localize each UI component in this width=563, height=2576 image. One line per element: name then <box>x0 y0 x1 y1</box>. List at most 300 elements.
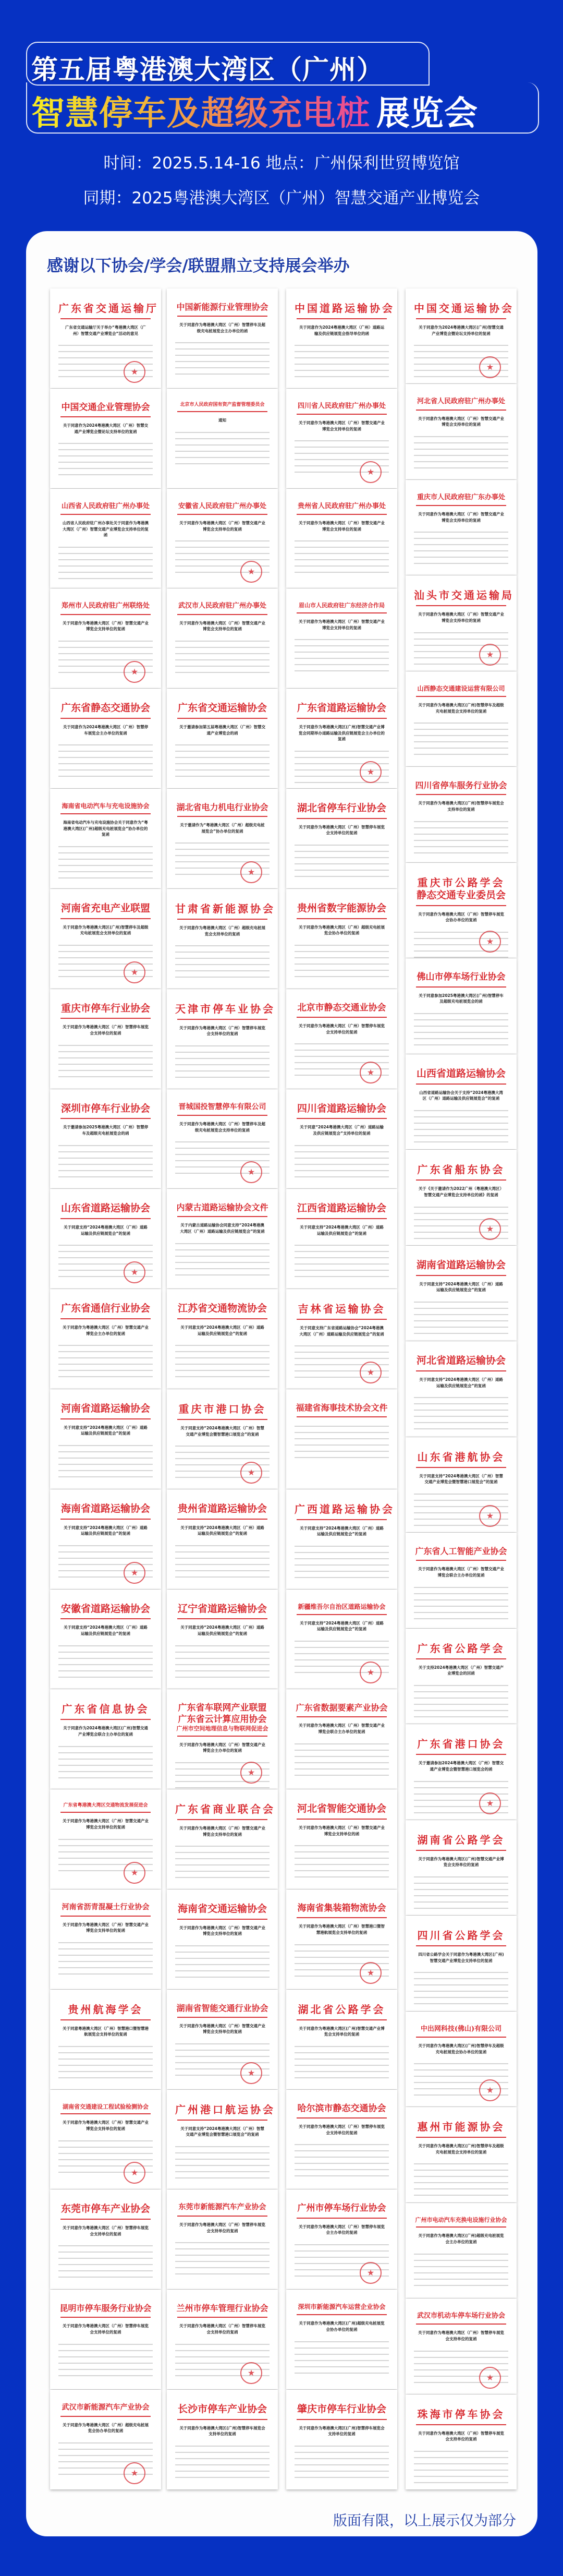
support-letter[interactable] <box>167 689 278 788</box>
support-letter[interactable] <box>406 575 517 670</box>
letter-subject: 关于同意作为粤港澳大湾区（广州）智慧交通产业博览会支持单位的函 <box>299 1825 385 1836</box>
letter-body-text <box>414 1394 508 1430</box>
support-letter[interactable] <box>167 389 278 488</box>
letter-subject: 关于同意作为2024粤港澳大湾区（广州）智慧停车展览会主办单位的复函 <box>63 725 149 736</box>
letterhead-rule <box>60 514 151 515</box>
letterhead-rule <box>177 1618 267 1619</box>
letter-issuer: 广州市停车场行业协会 <box>297 2203 386 2214</box>
letter-subject: 关于同意作为粤港澳大湾区（广州）智慧交通产业博览会支持单位的复函 <box>299 619 385 630</box>
letter-body-text <box>175 429 270 465</box>
support-letter[interactable] <box>50 1789 161 1889</box>
letter-issuer: 广东省车联网产业联盟 <box>178 1703 267 1714</box>
support-letter[interactable] <box>50 2290 161 2389</box>
letter-issuer: 四川省停车服务行业协会 <box>415 780 507 791</box>
letterhead-rule <box>297 2314 387 2315</box>
letter-body-text <box>175 1542 270 1579</box>
letter-body-text <box>295 2043 389 2079</box>
support-letter[interactable] <box>167 2189 278 2289</box>
support-letter[interactable] <box>50 789 161 888</box>
letterhead-rule <box>416 1945 506 1946</box>
letter-body-text <box>295 1242 389 1278</box>
letter-subject: 关于同意作为粤港澳大湾区(广州)智慧交通产业博览会支持单位的复函 <box>418 1856 504 1868</box>
letter-issuer: 重庆市停车行业协会 <box>60 1002 150 1014</box>
letter-subject: 关于同意作为2024粤港澳大湾区(广州)智慧交通产业博览会联合主办单位的复函 <box>63 1726 148 1737</box>
letter-body-text <box>414 2160 508 2197</box>
red-star-seal-icon: ★ <box>240 1462 262 1484</box>
letter-issuer: 湖南省公路学会 <box>417 1833 505 1846</box>
letterhead-rule <box>60 1519 151 1520</box>
support-letter[interactable] <box>406 1437 517 1532</box>
letter-subject: 关于同意作为粤港澳大湾区(广州)智慧停车及超级充电桩展览会支持单位的复函 <box>418 2144 504 2154</box>
red-star-seal-icon: ★ <box>479 2079 501 2101</box>
letter-subject: 关于同意作为粤港澳大湾区(广州)智慧停车及超级充电桩展览会支持单位的复函 <box>418 702 504 714</box>
letterhead-rule <box>416 2324 506 2325</box>
support-letter[interactable] <box>50 1489 161 1589</box>
letterhead-rule <box>177 1019 267 1020</box>
support-letter[interactable] <box>50 1189 161 1289</box>
support-letter[interactable] <box>167 1489 278 1589</box>
letter-subject: 关于同意参加2025粤港澳大湾区(广州)智慧停车及超级充电桩展览会的函 <box>419 993 504 1004</box>
letterhead-rule <box>416 1084 506 1085</box>
letter-body-text <box>295 537 389 574</box>
support-letter[interactable] <box>50 1889 161 1989</box>
letter-subject: 关于同意作为粤港澳大湾区(广州)超级充电桩展览会协办单位的复函 <box>299 2321 385 2332</box>
support-letter[interactable] <box>50 1689 161 1789</box>
event-title-line2 <box>31 87 478 135</box>
support-letter[interactable] <box>286 2090 397 2189</box>
letterhead-rule <box>177 1736 267 1737</box>
support-letter[interactable] <box>406 958 517 1053</box>
letter-issuer: 河北省道路运输协会 <box>416 1355 506 1367</box>
letterhead-rule <box>416 1850 506 1851</box>
support-letter[interactable] <box>406 288 517 383</box>
red-star-seal-icon: ★ <box>240 1161 262 1183</box>
support-letter[interactable] <box>286 1389 397 1489</box>
event-title-suffix: 展览会 <box>376 94 478 133</box>
letter-issuer: 北京市静态交通业协会 <box>297 1002 386 1013</box>
support-letter[interactable] <box>50 2189 161 2289</box>
letters-column <box>286 288 397 2490</box>
letterhead-rule <box>297 1218 387 1219</box>
letter-body-text <box>175 942 270 979</box>
letter-body-text <box>175 2239 270 2276</box>
letterhead-rule <box>416 605 506 606</box>
letter-issuer: 湖北省停车行业协会 <box>297 802 386 814</box>
support-letter[interactable] <box>406 671 517 766</box>
letter-subject: 关于同意作为粤港澳大湾区（广州）智慧停车展览会支持单位的复函 <box>299 1023 385 1034</box>
letter-subject: 关于同意作为粤港澳大湾区（广州）超级充电桩展览会协办单位的复函 <box>299 924 385 936</box>
letterhead-rule <box>60 318 151 319</box>
letter-subject: 关于同意作为粤港澳大湾区（广州）智慧交通产业博览会支持单位的复函 <box>299 420 385 431</box>
letter-body-text <box>175 1642 270 1679</box>
support-letter[interactable] <box>50 1289 161 1389</box>
letter-body-text <box>414 433 508 470</box>
letter-issuer: 湖南省交通建设工程试验检测协会 <box>63 2103 149 2110</box>
support-letter[interactable] <box>286 389 397 488</box>
letter-subject: 关于同意作为2024粤港澳大湾区（广州）道路运输及供应链展览会指导单位的函 <box>299 325 385 336</box>
letterhead-rule <box>297 1017 387 1018</box>
letterhead-rule <box>60 1418 151 1419</box>
letter-issuer: 武汉市新能源汽车产业协会 <box>62 2403 150 2412</box>
letter-subject: 关于同意支持“2024粤港澳大湾区（广州）道路运输及供应链展览会”的复函 <box>419 1377 503 1388</box>
letter-subject: 关于同意支持“2024粤港澳大湾区（广州）道路运输及供应链展览会”的复函 <box>64 1625 148 1636</box>
support-letter[interactable] <box>167 989 278 1089</box>
letter-subject: 关于同意支持“2024粤港澳大湾区（广州）道路运输及供应链展览会”的复函 <box>300 1225 384 1236</box>
support-letter[interactable] <box>50 1389 161 1489</box>
letter-subject: 山西省道路运输协会关于支持“2024粤港澳大湾区（广州）道路运输及供应链展览会”的复函 <box>419 1090 503 1101</box>
support-letter[interactable] <box>167 1889 278 1989</box>
letter-issuer: 江西省道路运输协会 <box>297 1202 386 1214</box>
support-letter[interactable] <box>50 989 161 1089</box>
letter-issuer: 新疆维吾尔自治区道路运输协会 <box>298 1603 386 1610</box>
letter-subject: 关于同意作为粤港澳大湾区（广州）智慧交通产业博览会支持单位的复函 <box>179 520 265 532</box>
support-letter[interactable] <box>167 1389 278 1489</box>
support-letter[interactable] <box>406 767 517 862</box>
support-letter[interactable] <box>406 384 517 479</box>
support-letter[interactable] <box>286 1889 397 1989</box>
letter-body-text <box>58 1342 153 1378</box>
support-letter[interactable] <box>50 1990 161 2089</box>
letter-body-text <box>58 741 153 778</box>
letter-issuer: 甘肃省新能源协会 <box>175 902 275 915</box>
letter-subject: 关于同意支持“2024粤港澳大湾区（广州）智慧交通产业博览会暨智慧港口展览会”的复函 <box>180 2126 264 2137</box>
support-letter[interactable] <box>167 288 278 388</box>
letterhead-rule <box>297 514 387 515</box>
letter-issuer: 海南省电动汽车与充电设施协会 <box>62 802 150 810</box>
letter-issuer: 四川省人民政府驻广州办事处 <box>297 402 386 410</box>
letter-subject: 关于同意作为粤港澳大湾区（广州）智慧停车展览会支持单位的复函 <box>418 2430 504 2442</box>
letter-issuer: 山西省人民政府驻广州办事处 <box>61 502 150 510</box>
support-letter[interactable] <box>167 1789 278 1889</box>
support-letter[interactable] <box>167 1289 278 1389</box>
support-letter[interactable] <box>167 2290 278 2389</box>
letter-subject: 关于同意粤港澳大湾区（广州）智慧港口暨智慧港航展览会支持单位的复函 <box>63 2026 149 2037</box>
letter-body-text <box>414 2250 508 2287</box>
letter-issuer: 中国道路运输协会 <box>295 302 395 315</box>
letter-issuer: 广东省静态交通协会 <box>60 702 150 714</box>
letter-issuer: 贵州省人民政府驻广州办事处 <box>297 502 386 510</box>
letter-subject: 关于同意作为粤港澳大湾区(广州)超级充电桩展览会主办单位的复函 <box>418 2233 504 2245</box>
red-star-seal-icon: ★ <box>124 1862 145 1884</box>
support-letter[interactable] <box>50 689 161 788</box>
red-star-seal-icon: ★ <box>479 931 501 953</box>
support-letter[interactable] <box>50 288 161 388</box>
letter-issuer: 湖北省电力机电行业协会 <box>176 802 268 813</box>
letterhead-rule <box>297 2218 387 2219</box>
letter-issuer: 湖南省道路运输协会 <box>416 1259 506 1271</box>
support-letter[interactable] <box>50 2090 161 2189</box>
letter-body-text <box>414 1107 508 1143</box>
support-letter[interactable] <box>50 889 161 989</box>
letter-issuer: 广东省交通运输协会 <box>177 702 267 714</box>
letter-body-text <box>295 1423 389 1459</box>
letterhead-rule <box>60 614 151 615</box>
letter-issuer: 深圳市新能源汽车运营企业协会 <box>298 2303 386 2311</box>
letter-issuer: 广东省通信行业协会 <box>60 1303 150 1315</box>
support-letter[interactable] <box>286 689 397 788</box>
letter-issuer: 广东省粤港澳大湾区交通物流发展促进会 <box>63 1803 148 1809</box>
support-letter[interactable] <box>167 1590 278 1689</box>
letter-subject: 关于同意作为粤港澳大湾区（广州）智慧交通产业博览会支持单位的复函 <box>63 1819 149 1830</box>
letter-subject: 关于同意作为粤港澳大湾区（广州）智慧停车展览会支持单位的复函 <box>179 1025 265 1037</box>
concurrent-event: 同期：2025粤港澳大湾区（广州）智慧交通产业博览会 <box>83 189 480 208</box>
letter-issuer: 贵州省道路运输协会 <box>177 1502 267 1514</box>
letterhead-rule <box>177 2216 267 2217</box>
letter-body-text <box>295 1543 389 1579</box>
letter-issuer: 东莞市停车产业协会 <box>60 2203 150 2215</box>
support-letter[interactable] <box>50 389 161 488</box>
letterhead-rule <box>416 2037 506 2038</box>
support-letter[interactable] <box>286 288 397 388</box>
letter-body-text <box>295 636 389 672</box>
letter-issuer: 贵州省数字能源协会 <box>297 902 386 914</box>
red-star-seal-icon: ★ <box>479 356 501 378</box>
letter-issuer: 广东省港口协会 <box>417 1738 505 1751</box>
support-letter[interactable] <box>286 588 397 688</box>
letter-body-text <box>414 1010 508 1046</box>
letter-body-text <box>58 1939 153 1976</box>
letter-subject: 关于同意作为粤港澳大湾区（广州）智慧港口暨智慧港航展览会支持单位的复函 <box>299 1924 385 1935</box>
letter-issuer: 山东省港航协会 <box>417 1450 505 1463</box>
letter-issuer: 广东省信息协会 <box>62 1703 150 1716</box>
letter-subject: 关于同意支持“2024粤港澳大湾区（广州）道路运输及供应链展览会”的复函 <box>180 1525 264 1536</box>
support-letter[interactable] <box>406 863 517 958</box>
support-letter[interactable] <box>286 989 397 1089</box>
letterhead-rule <box>416 2226 506 2228</box>
letter-issuer: 四川省道路运输协会 <box>297 1102 386 1114</box>
support-letter[interactable] <box>167 1689 278 1789</box>
letter-subject: 关于同意作为2024粤港澳大湾区(广州)智慧交通产业博览会暨论坛支持单位的复函 <box>419 325 504 336</box>
letter-subject: 关于同意作为粤港澳大湾区(广州)智慧交通产业博览会支持单位的复函 <box>299 2026 385 2037</box>
support-letter[interactable] <box>406 2203 517 2298</box>
letter-body-text <box>175 2143 270 2180</box>
red-star-seal-icon: ★ <box>479 644 501 666</box>
letter-issuer: 眉山市人民政府驻广东经济合作局 <box>299 602 385 609</box>
letter-body-text <box>295 1740 389 1777</box>
support-letter[interactable] <box>50 489 161 588</box>
support-letter[interactable] <box>406 2394 517 2489</box>
letter-issuer: 安徽省道路运输协会 <box>60 1603 150 1615</box>
letter-subject: 关于同意作为粤港澳大湾区(广州)智慧停车及超级充电桩展览会协办单位的复函 <box>418 2043 504 2054</box>
letter-issuer: 河南省充电产业联盟 <box>60 902 150 914</box>
letter-subject: 关于同意作为粤港澳大湾区（广州）超级充电桩展览会协办单位的复函 <box>63 2422 149 2434</box>
letterhead-rule <box>416 794 506 795</box>
letter-issuer: 海南省交通运输协会 <box>177 1903 267 1915</box>
letter-subject: 关于同意作为粤港澳大湾区（广州）智慧停车展览会支持单位的复函 <box>179 2324 265 2334</box>
support-letter[interactable] <box>406 1629 517 1724</box>
letterhead-rule <box>297 2019 387 2020</box>
support-letter[interactable] <box>406 1724 517 1819</box>
letter-issuer: 广东省交通运输厅 <box>58 302 158 315</box>
support-letter[interactable] <box>286 1789 397 1889</box>
letterhead-rule <box>297 2117 387 2118</box>
letterhead-rule <box>177 1419 267 1420</box>
support-letter[interactable] <box>286 1689 397 1789</box>
letterhead-rule <box>60 1916 151 1917</box>
letterhead-rule <box>416 1275 506 1276</box>
letter-subject: 关于同意作为粤港澳大湾区（广州）智慧停车及超级充电桩展览会主办单位的函 <box>179 322 265 333</box>
letterhead-rule <box>60 1118 151 1119</box>
letterhead-rule <box>60 718 151 719</box>
letter-issuer: 晋城国投智慧停车有限公司 <box>178 1102 266 1111</box>
letter-subject: 关于同意支持“2024粤港澳大湾区（广州）道路运输及供应链展览会”的复函 <box>64 1425 148 1436</box>
support-letter[interactable] <box>50 1590 161 1689</box>
support-letter[interactable] <box>406 2298 517 2393</box>
support-letter[interactable] <box>286 1990 397 2089</box>
letterhead-rule <box>177 919 267 920</box>
letter-subject: 关于同意作为粤港澳大湾区（广州）智慧交通产业博览会支持单位的复函 <box>179 1826 265 1837</box>
letter-body-text <box>414 1584 508 1620</box>
support-letter[interactable] <box>167 889 278 989</box>
letter-subject: 关于同意作为粤港澳大湾区（广州）智慧停车展览会支持单位的复函 <box>63 2225 149 2236</box>
support-letter[interactable] <box>286 889 397 989</box>
letter-body-text <box>175 637 270 674</box>
letter-subject: 关于同意作为粤港澳大湾区（广州）智慧交通产业博览会支持单位的复函 <box>418 416 504 427</box>
section-title: 感谢以下协会/学会/联盟鼎立支持展会举办 <box>47 257 350 275</box>
letter-subject: 关于同意作为粤港澳大湾区（广州）智慧交通产业博览会联合主办单位的复函 <box>299 1723 385 1734</box>
letter-subject: 关于同意支持“2024粤港澳大湾区（广州）道路运输及供应链展览会”的复函 <box>300 1620 384 1632</box>
letter-subject: 关于同意作为粤港澳大湾区（广州）智慧停车展览会支持单位的复函 <box>418 2330 504 2342</box>
support-letter[interactable] <box>286 2390 397 2489</box>
support-letter[interactable] <box>406 1341 517 1436</box>
support-letter[interactable] <box>406 480 517 575</box>
letter-body-text <box>414 818 508 854</box>
letter-subject: 关于同意作为2024粤港澳大湾区（广州）智慧交通产业博览会暨论坛支持单位的复函 <box>63 423 149 434</box>
letterhead-rule <box>60 918 151 919</box>
letter-issuer: 湖南省智能交通行业协会 <box>176 2003 268 2013</box>
letter-body-text <box>295 942 389 978</box>
letterhead-rule <box>60 813 151 814</box>
support-letter[interactable] <box>406 2107 517 2202</box>
letter-body-text <box>175 339 270 376</box>
letterhead-rule <box>177 1819 267 1820</box>
letter-body-text <box>414 1682 508 1718</box>
support-letter[interactable] <box>286 489 397 588</box>
letter-issuer: 北京市人民政府国有资产监督管理委员会 <box>180 402 265 407</box>
letterhead-rule <box>60 2113 151 2114</box>
letter-subject: 关于同意作为粤港澳大湾区（广州）智慧交通产业博览会主办单位的复函 <box>179 1742 265 1753</box>
support-letter[interactable] <box>50 2390 161 2489</box>
letter-subject: 关于同意作为粤港澳大湾区（广州）智慧交通产业博览会支持单位的复函 <box>418 512 504 523</box>
support-letter[interactable] <box>406 1820 517 1915</box>
support-letter[interactable] <box>286 1189 397 1289</box>
red-star-seal-icon: ★ <box>124 1562 145 1584</box>
support-letter[interactable] <box>406 1054 517 1149</box>
letter-issuer: 广东省船东协会 <box>417 1163 505 1176</box>
letter-issuer: 海南省道路运输协会 <box>60 1502 150 1514</box>
letter-body-text <box>414 1873 508 1910</box>
letter-body-text <box>175 1240 270 1277</box>
letter-issuer: 河北省人民政府驻广州办事处 <box>417 398 505 406</box>
support-letter[interactable] <box>167 2090 278 2189</box>
support-letter[interactable] <box>167 789 278 888</box>
red-star-seal-icon: ★ <box>479 1792 501 1814</box>
support-letter[interactable] <box>50 1089 161 1189</box>
red-star-seal-icon: ★ <box>124 2462 145 2484</box>
support-letter[interactable] <box>167 2390 278 2489</box>
letter-issuer: 福建省海事技术协会文件 <box>296 1402 388 1413</box>
red-star-seal-icon: ★ <box>360 2262 382 2284</box>
letter-issuer: 郑州市人民政府驻广州联络处 <box>61 602 150 610</box>
letter-subject: 关于同意作为粤港澳大湾区（广州）智慧停车展览会支持单位的复函 <box>63 2324 149 2334</box>
letterhead-rule <box>177 1519 267 1520</box>
letter-body-text <box>58 1142 153 1178</box>
letterhead-rule <box>297 1519 387 1520</box>
letter-body-text <box>175 741 270 778</box>
letter-body-text <box>58 1743 153 1779</box>
red-star-seal-icon: ★ <box>360 1962 382 1984</box>
support-letter[interactable] <box>286 1089 397 1189</box>
letterhead-rule <box>60 2219 151 2220</box>
letterhead-rule <box>416 505 506 506</box>
footer-note: 版面有限，以上展示仅为部分 <box>333 2513 516 2529</box>
letter-issuer: 长沙市停车产业协会 <box>177 2403 267 2415</box>
letter-issuer: 广东省公路学会 <box>417 1642 505 1655</box>
letter-subject: 关于同意作为粤港澳大湾区（广州）超级充电桩展览会支持单位的复函 <box>179 925 265 936</box>
letter-body-text <box>58 2341 153 2377</box>
letter-issuer: 汕头市交通运输局 <box>414 589 514 602</box>
letterhead-rule <box>177 2017 267 2018</box>
letterhead-rule <box>177 2317 267 2318</box>
support-letter[interactable] <box>286 1590 397 1689</box>
red-star-seal-icon: ★ <box>124 661 145 683</box>
red-star-seal-icon: ★ <box>124 1261 145 1283</box>
support-letter[interactable] <box>286 1489 397 1589</box>
letter-issuer: 广东省商业联合会 <box>175 1803 275 1816</box>
letter-issuer: 重庆市人民政府驻广东办事处 <box>417 493 505 501</box>
support-letter[interactable] <box>167 489 278 588</box>
letter-subject: 关于同意作为粤港澳大湾区（广州）智慧交通产业博览会联合主办单位的复函 <box>418 1567 504 1578</box>
letter-body-text <box>58 440 153 476</box>
red-star-seal-icon: ★ <box>124 361 145 383</box>
letter-subject: 关于内蒙古道路运输协会同意支持“2024粤港澳大湾区（广州）道路运输及供应链展览会”的复函 <box>180 1223 265 1234</box>
support-letter[interactable] <box>167 1189 278 1289</box>
red-star-seal-icon: ★ <box>124 961 145 983</box>
red-star-seal-icon: ★ <box>360 761 382 783</box>
letter-body-text <box>414 1969 508 2005</box>
support-letter[interactable] <box>286 1289 397 1389</box>
letterhead-rule <box>416 1560 506 1561</box>
letter-body-text <box>295 2338 389 2375</box>
letterhead-rule <box>297 2419 387 2420</box>
support-letter[interactable] <box>50 588 161 688</box>
support-letter[interactable] <box>286 789 397 888</box>
support-letter[interactable] <box>167 1089 278 1189</box>
support-letter[interactable] <box>406 1150 517 1245</box>
letter-body-text <box>58 1442 153 1478</box>
letter-subject: 关于同意支持“2024粤港澳大湾区（广州）智慧交通产业博览会暨智慧港口展览会”的复函 <box>419 1473 503 1485</box>
support-letter[interactable] <box>167 588 278 688</box>
letter-issuer: 河南省道路运输协会 <box>60 1402 150 1414</box>
letter-issuer: 广州港口航运协会 <box>175 2103 275 2116</box>
letter-body-text <box>58 843 153 880</box>
letter-subject: 广东省交通运输厅关于举办“粤港澳大湾区（广州）智慧交通产业博览会”活动的意见 <box>65 325 146 336</box>
support-letter[interactable] <box>406 1246 517 1341</box>
support-letter[interactable] <box>406 2012 517 2106</box>
letterhead-rule <box>416 696 506 697</box>
red-star-seal-icon: ★ <box>360 1662 382 1683</box>
letterhead-rule <box>177 614 267 615</box>
letter-body-text <box>58 544 153 580</box>
letterhead-rule <box>60 2416 151 2417</box>
support-letter[interactable] <box>406 1916 517 2011</box>
red-star-seal-icon: ★ <box>479 1505 501 1527</box>
support-letter[interactable] <box>406 1533 517 1628</box>
support-letter[interactable] <box>167 1990 278 2089</box>
support-letter[interactable] <box>286 2189 397 2289</box>
letter-body-text <box>295 1142 389 1178</box>
support-letter[interactable] <box>286 2290 397 2389</box>
